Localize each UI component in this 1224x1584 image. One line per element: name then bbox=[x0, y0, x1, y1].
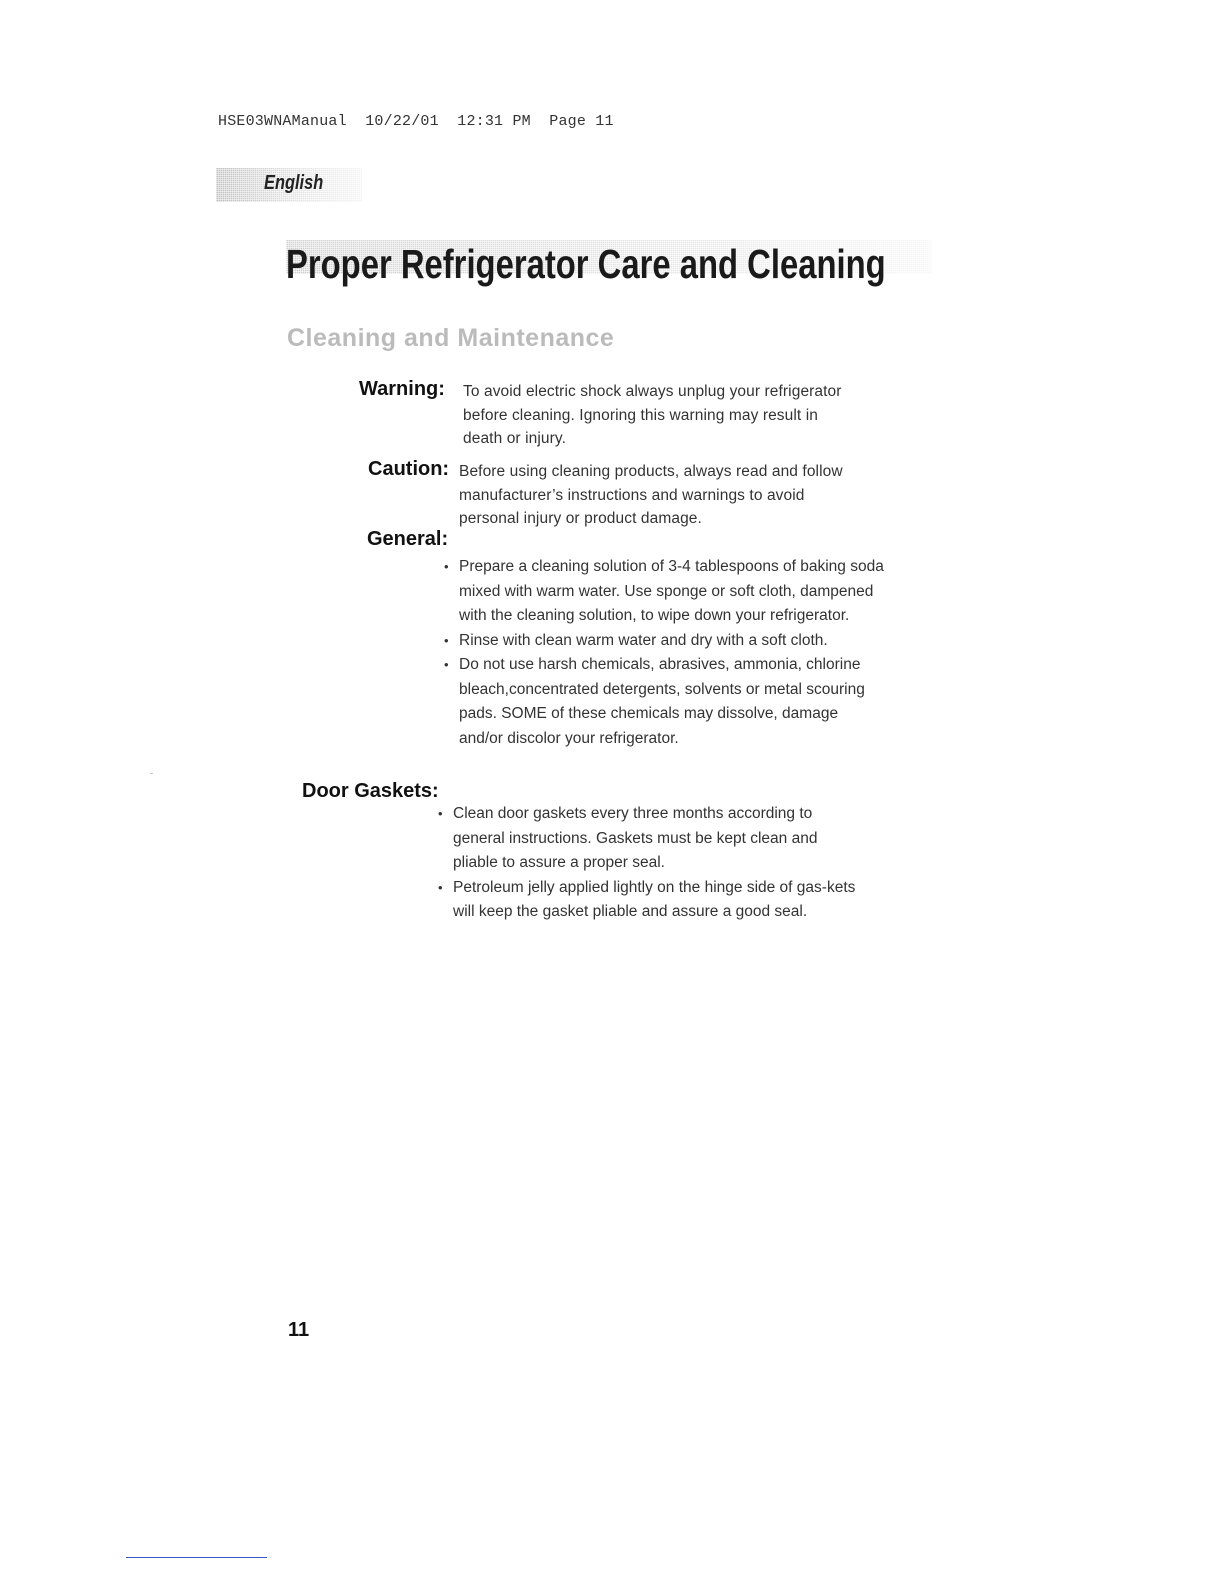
caution-label: Caution: bbox=[368, 458, 450, 480]
page-number: 11 bbox=[288, 1319, 310, 1341]
warning-label: Warning: bbox=[359, 378, 445, 400]
caution-text: Before using cleaning products, always read and follow manufacturer’s instructions and warnings to avoid personal injury or product damage. bbox=[459, 463, 843, 527]
list-item: • Rinse with clean warm water and dry with a soft cloth. bbox=[444, 629, 884, 654]
general-label: General: bbox=[367, 528, 449, 550]
print-slug: HSE03WNAManual 10/22/01 12:31 PM Page 11 bbox=[218, 113, 614, 130]
language-tab bbox=[216, 168, 362, 202]
list-item: • Clean door gaskets every three months according to general instructions. Gaskets must be kept clean and pliable to assure a proper seal. bbox=[438, 802, 858, 876]
language-tab-label: English bbox=[264, 172, 324, 194]
door-gaskets-list bbox=[438, 802, 858, 925]
list-item: • Prepare a cleaning solution of 3-4 tablespoons of baking soda mixed with warm water. Use sponge or soft cloth, dampened with the cleaning solution, to wipe down your refrigerator. bbox=[444, 555, 884, 629]
list-item: • Petroleum jelly applied lightly on the hinge side of gas-kets will keep the gasket pliable and assure a good seal. bbox=[438, 876, 858, 925]
general-list bbox=[444, 555, 884, 751]
scan-speck bbox=[150, 773, 153, 774]
section-title: Cleaning and Maintenance bbox=[287, 324, 615, 352]
door-gaskets-label: Door Gaskets: bbox=[302, 780, 439, 802]
page-title: Proper Refrigerator Care and Cleaning bbox=[286, 241, 886, 287]
list-item: • Do not use harsh chemicals, abrasives, ammonia, chlorine bleach,concentrated detergents, solvents or metal scouring pads. SOME of these chemicals may dissolve, damage and/or discolor your refrigerator. bbox=[444, 653, 884, 751]
warning-text: To avoid electric shock always unplug your refrigerator before cleaning. Ignoring this warning may result in death or injury. bbox=[463, 383, 842, 447]
footer-rule bbox=[126, 1557, 267, 1558]
